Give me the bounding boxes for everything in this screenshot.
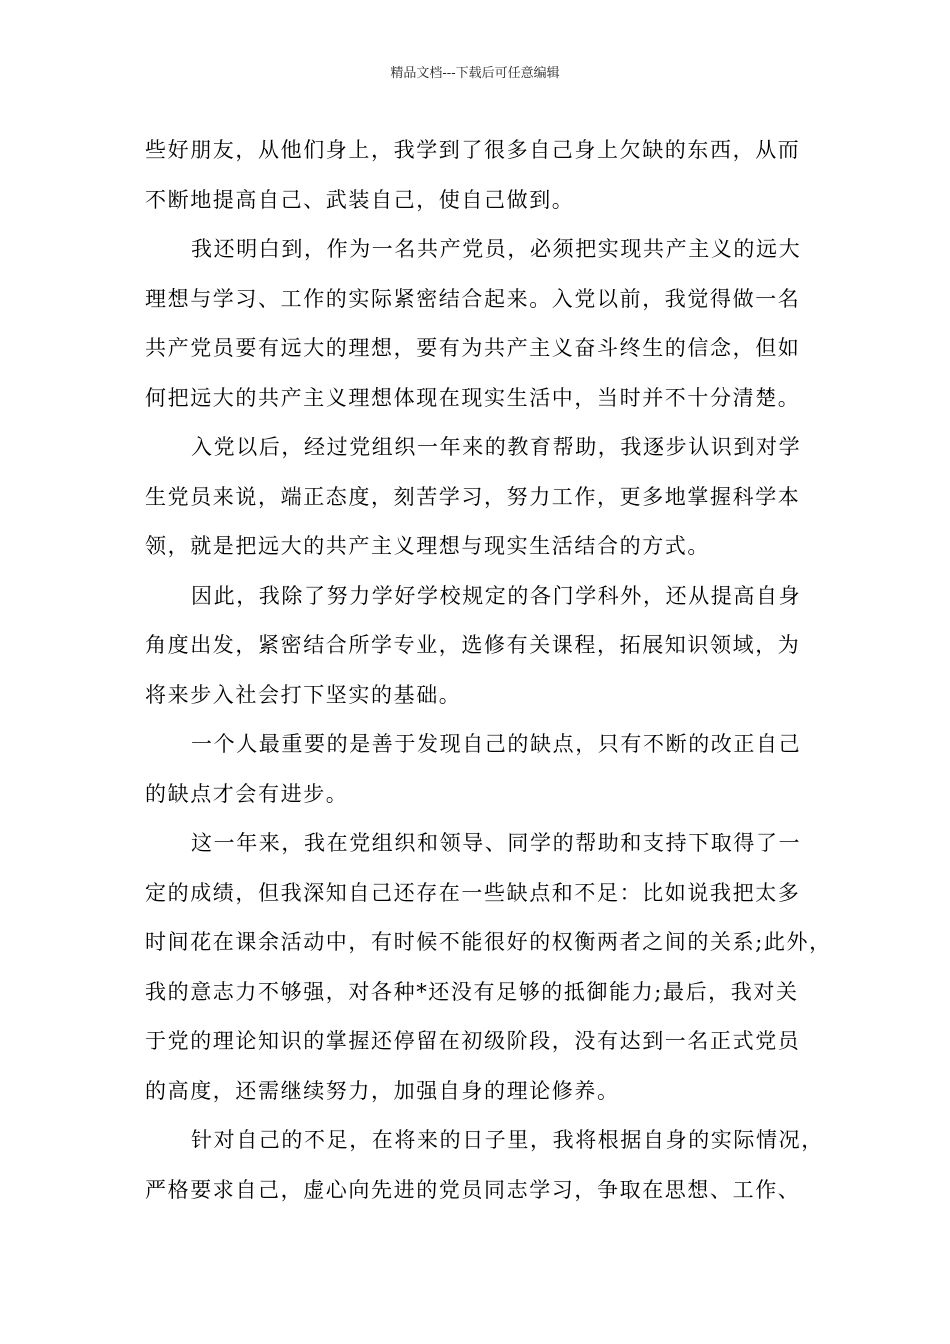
text-line: 些好朋友，从他们身上，我学到了很多自己身上欠缺的东西，从而 bbox=[145, 138, 801, 162]
text-line: 入党以后，经过党组织一年来的教育帮助，我逐步认识到对学 bbox=[191, 435, 802, 459]
text-line: 的高度，还需继续努力，加强自身的理论修养。 bbox=[145, 1078, 620, 1103]
text-line: 于党的理论知识的掌握还停留在初级阶段，没有达到一名正式党员 bbox=[145, 1029, 801, 1053]
text-line: 针对自己的不足，在将来的日子里，我将根据自身的实际情况， bbox=[191, 1128, 824, 1152]
text-line: 这一年来，我在党组织和领导、同学的帮助和支持下取得了一 bbox=[191, 831, 802, 855]
text-line: 我的意志力不够强，对各种*还没有足够的抵御能力;最后，我对关 bbox=[145, 979, 799, 1004]
text-line: 一个人最重要的是善于发现自己的缺点，只有不断的改正自己 bbox=[191, 732, 802, 756]
text-line: 时间花在课余活动中，有时候不能很好的权衡两者之间的关系;此外， bbox=[145, 930, 832, 954]
text-line: 理想与学习、工作的实际紧密结合起来。入党以前，我觉得做一名 bbox=[145, 286, 801, 311]
body-text bbox=[145, 126, 832, 1215]
text-line: 严格要求自己，虚心向先进的党员同志学习，争取在思想、工作、 bbox=[145, 1177, 801, 1202]
text-line: 生党员来说，端正态度，刻苦学习，努力工作，更多地掌握科学本 bbox=[145, 484, 801, 509]
text-line: 将来步入社会打下坚实的基础。 bbox=[145, 682, 462, 707]
text-line: 不断地提高自己、武装自己，使自己做到。 bbox=[145, 187, 575, 212]
text-line: 因此，我除了努力学好学校规定的各门学科外，还从提高自身 bbox=[191, 583, 802, 608]
text-line: 我还明白到，作为一名共产党员，必须把实现共产主义的远大 bbox=[191, 237, 802, 261]
text-line: 共产党员要有远大的理想，要有为共产主义奋斗终生的信念，但如 bbox=[145, 336, 801, 360]
text-line: 的缺点才会有进步。 bbox=[145, 781, 349, 806]
text-line: 定的成绩，但我深知自己还存在一些缺点和不足：比如说我把太多 bbox=[145, 880, 801, 905]
text-line: 何把远大的共产主义理想体现在现实生活中，当时并不十分清楚。 bbox=[145, 385, 801, 410]
text-line: 角度出发，紧密结合所学专业，选修有关课程，拓展知识领域，为 bbox=[145, 633, 801, 657]
page-header: 精品文档---下载后可任意编辑 bbox=[390, 66, 560, 81]
text-line: 领，就是把远大的共产主义理想与现实生活结合的方式。 bbox=[145, 534, 710, 558]
